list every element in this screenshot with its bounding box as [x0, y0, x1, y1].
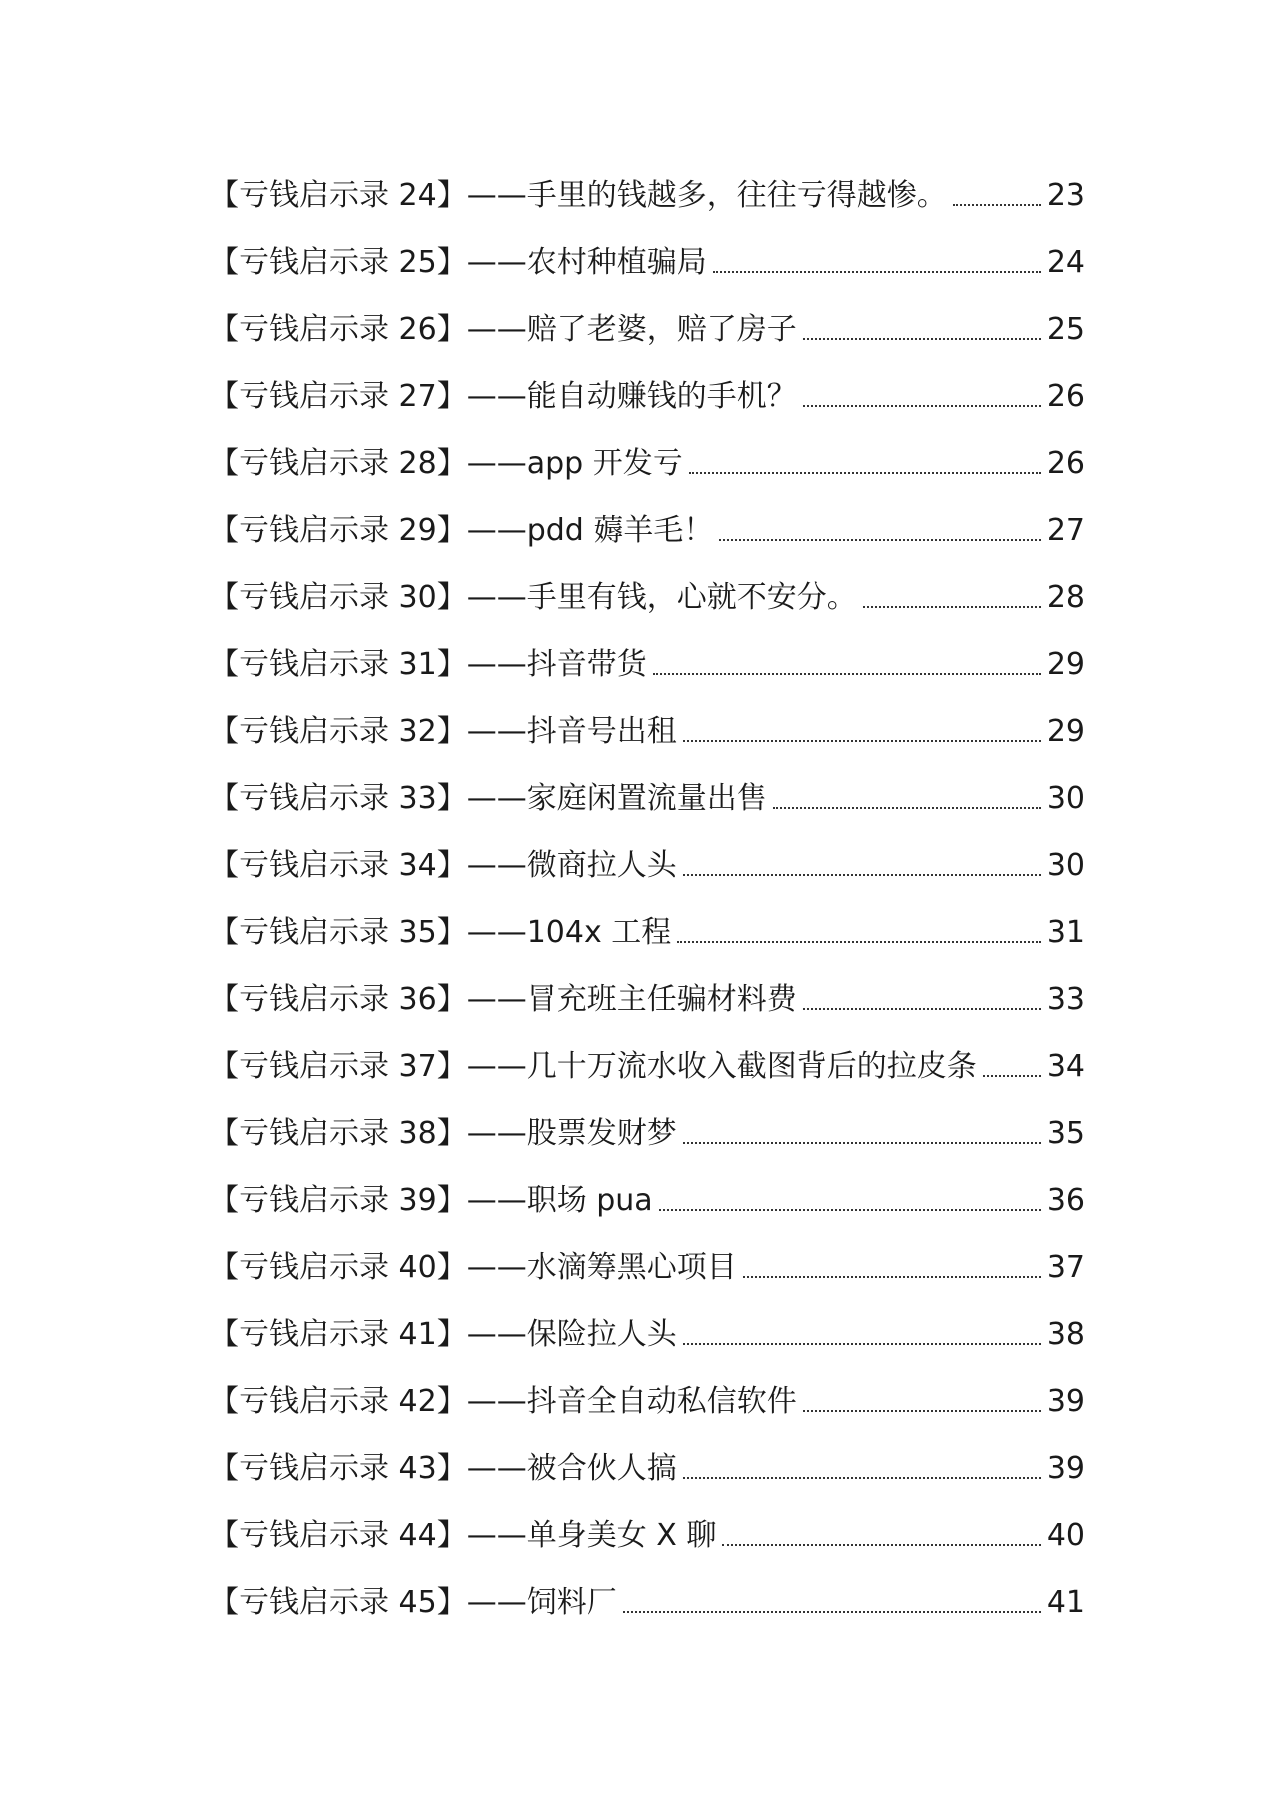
- toc-entry-title: ——赔了老婆，赔了房子: [466, 312, 797, 347]
- toc-entry-title: ——水滴筹黑心项目: [466, 1250, 737, 1285]
- toc-entry-title: ——手里的钱越多，往往亏得越惨。: [466, 178, 947, 213]
- toc-entry-label: 【亏钱启示录 34】: [209, 848, 467, 883]
- dot-leader: [683, 1142, 1041, 1144]
- toc-entry[interactable]: [209, 227, 1085, 294]
- toc-entry-page-number: 26: [1046, 379, 1085, 414]
- toc-entry[interactable]: [209, 1433, 1085, 1500]
- dot-leader: [953, 204, 1041, 206]
- toc-entry[interactable]: [209, 160, 1085, 227]
- toc-entry[interactable]: [209, 897, 1085, 964]
- toc-entry[interactable]: [209, 696, 1085, 763]
- toc-entry[interactable]: [209, 294, 1085, 361]
- toc-entry-title: ——饲料厂: [466, 1585, 617, 1620]
- toc-entry-label: 【亏钱启示录 25】: [209, 245, 467, 280]
- dot-leader: [743, 1276, 1041, 1278]
- dot-leader: [653, 673, 1041, 675]
- toc-entry-page-number: 27: [1046, 513, 1085, 548]
- toc-entry[interactable]: [209, 562, 1085, 629]
- toc-entry[interactable]: [209, 964, 1085, 1031]
- toc-entry-page-number: 38: [1046, 1317, 1085, 1352]
- toc-entry[interactable]: [209, 1366, 1085, 1433]
- toc-entry-title: ——pdd 薅羊毛！: [466, 513, 714, 548]
- toc-entry-page-number: 39: [1046, 1384, 1085, 1419]
- toc-entry-title: ——抖音带货: [466, 647, 647, 682]
- toc-entry-page-number: 30: [1046, 848, 1085, 883]
- dot-leader: [803, 338, 1041, 340]
- toc-entry-page-number: 33: [1046, 982, 1085, 1017]
- toc-entry[interactable]: [209, 361, 1085, 428]
- dot-leader: [683, 1343, 1041, 1345]
- toc-entry-label: 【亏钱启示录 42】: [209, 1384, 467, 1419]
- toc-entry-label: 【亏钱启示录 41】: [209, 1317, 467, 1352]
- toc-entry[interactable]: [209, 1031, 1085, 1098]
- toc-entry-title: ——104x 工程: [466, 915, 672, 950]
- toc-entry-title: ——家庭闲置流量出售: [466, 781, 767, 816]
- toc-entry-page-number: 23: [1046, 178, 1085, 213]
- dot-leader: [803, 1008, 1041, 1010]
- toc-entry[interactable]: [209, 763, 1085, 830]
- toc-entry-page-number: 41: [1046, 1585, 1085, 1620]
- toc-entry-label: 【亏钱启示录 27】: [209, 379, 467, 414]
- dot-leader: [659, 1209, 1041, 1211]
- toc-entry-title: ——能自动赚钱的手机？: [466, 379, 797, 414]
- dot-leader: [803, 1410, 1041, 1412]
- toc-entry-title: ——app 开发亏: [466, 446, 683, 481]
- toc-entry-label: 【亏钱启示录 36】: [209, 982, 467, 1017]
- toc-entry-page-number: 37: [1046, 1250, 1085, 1285]
- dot-leader: [683, 740, 1041, 742]
- toc-entry-page-number: 35: [1046, 1116, 1085, 1151]
- toc-entry-label: 【亏钱启示录 37】: [209, 1049, 467, 1084]
- dot-leader: [683, 874, 1041, 876]
- toc-entry[interactable]: [209, 1165, 1085, 1232]
- toc-entry-title: ——冒充班主任骗材料费: [466, 982, 797, 1017]
- toc-entry[interactable]: [209, 830, 1085, 897]
- toc-entry-label: 【亏钱启示录 45】: [209, 1585, 467, 1620]
- toc-entry-title: ——职场 pua: [466, 1183, 653, 1218]
- toc-entry-page-number: 26: [1046, 446, 1085, 481]
- toc-entry-page-number: 34: [1046, 1049, 1085, 1084]
- toc-entry-title: ——单身美女 X 聊: [466, 1518, 717, 1553]
- dot-leader: [677, 941, 1041, 943]
- toc-entry-label: 【亏钱启示录 35】: [209, 915, 467, 950]
- toc-entry-label: 【亏钱启示录 32】: [209, 714, 467, 749]
- table-of-contents: [209, 160, 1085, 1634]
- toc-entry[interactable]: [209, 629, 1085, 696]
- toc-entry[interactable]: [209, 495, 1085, 562]
- toc-entry[interactable]: [209, 428, 1085, 495]
- toc-entry[interactable]: [209, 1299, 1085, 1366]
- toc-entry-page-number: 29: [1046, 714, 1085, 749]
- toc-entry-page-number: 39: [1046, 1451, 1085, 1486]
- toc-entry-label: 【亏钱启示录 30】: [209, 580, 467, 615]
- dot-leader: [689, 472, 1041, 474]
- dot-leader: [683, 1477, 1041, 1479]
- toc-entry-page-number: 29: [1046, 647, 1085, 682]
- toc-entry[interactable]: [209, 1567, 1085, 1634]
- toc-entry-label: 【亏钱启示录 28】: [209, 446, 467, 481]
- toc-entry-label: 【亏钱启示录 31】: [209, 647, 467, 682]
- toc-entry-label: 【亏钱启示录 29】: [209, 513, 467, 548]
- toc-entry-title: ——保险拉人头: [466, 1317, 677, 1352]
- dot-leader: [713, 271, 1041, 273]
- toc-entry-label: 【亏钱启示录 43】: [209, 1451, 467, 1486]
- toc-entry-label: 【亏钱启示录 38】: [209, 1116, 467, 1151]
- toc-entry-page-number: 31: [1046, 915, 1085, 950]
- toc-entry-title: ——股票发财梦: [466, 1116, 677, 1151]
- toc-entry[interactable]: [209, 1098, 1085, 1165]
- toc-entry-page-number: 25: [1046, 312, 1085, 347]
- dot-leader: [863, 606, 1041, 608]
- toc-entry-label: 【亏钱启示录 40】: [209, 1250, 467, 1285]
- toc-entry-page-number: 40: [1046, 1518, 1085, 1553]
- dot-leader: [983, 1075, 1041, 1077]
- dot-leader: [773, 807, 1041, 809]
- toc-entry-title: ——几十万流水收入截图背后的拉皮条: [466, 1049, 977, 1084]
- toc-entry-label: 【亏钱启示录 39】: [209, 1183, 467, 1218]
- dot-leader: [722, 1544, 1040, 1546]
- dot-leader: [623, 1611, 1041, 1613]
- dot-leader: [719, 539, 1040, 541]
- toc-entry-page-number: 30: [1046, 781, 1085, 816]
- toc-entry-page-number: 36: [1046, 1183, 1085, 1218]
- toc-entry-title: ——手里有钱，心就不安分。: [466, 580, 857, 615]
- toc-entry-title: ——微商拉人头: [466, 848, 677, 883]
- toc-entry-label: 【亏钱启示录 33】: [209, 781, 467, 816]
- toc-entry[interactable]: [209, 1232, 1085, 1299]
- toc-entry-page-number: 28: [1046, 580, 1085, 615]
- toc-entry-label: 【亏钱启示录 44】: [209, 1518, 467, 1553]
- toc-entry-title: ——农村种植骗局: [466, 245, 707, 280]
- toc-entry-title: ——抖音全自动私信软件: [466, 1384, 797, 1419]
- toc-entry[interactable]: [209, 1500, 1085, 1567]
- toc-entry-title: ——抖音号出租: [466, 714, 677, 749]
- toc-entry-label: 【亏钱启示录 24】: [209, 178, 467, 213]
- dot-leader: [803, 405, 1041, 407]
- toc-entry-page-number: 24: [1046, 245, 1085, 280]
- toc-entry-title: ——被合伙人搞: [466, 1451, 677, 1486]
- toc-entry-label: 【亏钱启示录 26】: [209, 312, 467, 347]
